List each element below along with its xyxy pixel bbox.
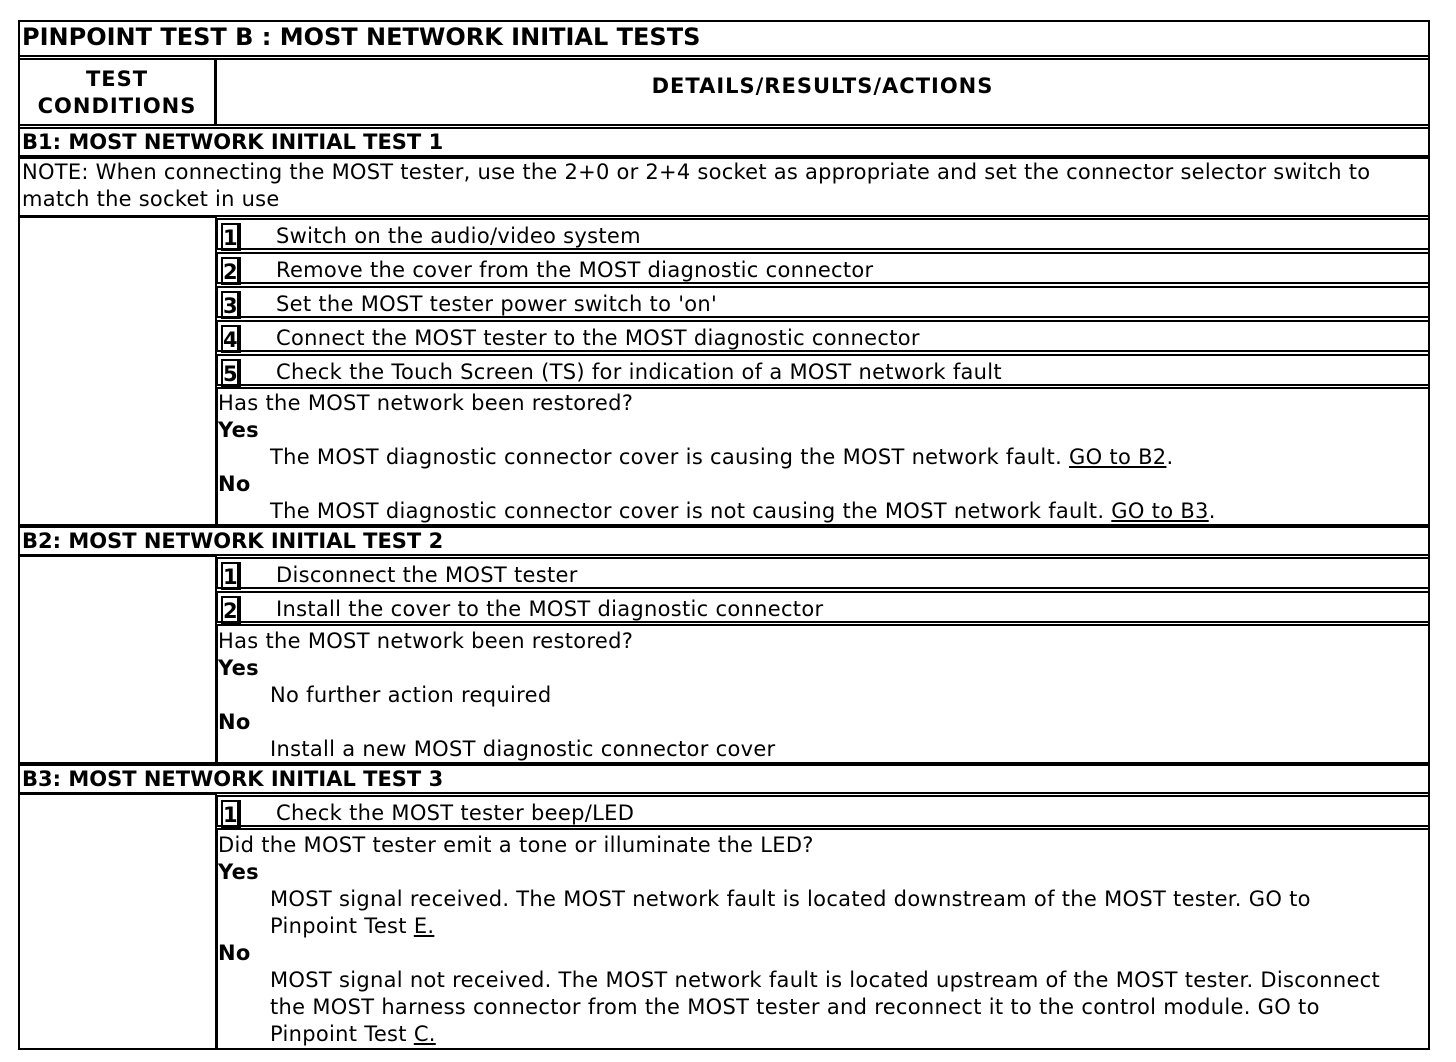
step-text: Disconnect the MOST tester — [276, 563, 578, 587]
b2-yes-text: No further action required — [270, 683, 552, 707]
b1-no-text — [218, 498, 1428, 525]
header-test-conditions — [18, 58, 216, 126]
b1-yes-text — [218, 444, 1428, 471]
b3-no-label: No — [218, 941, 251, 965]
b2-step — [216, 557, 1430, 589]
b1-go-to-b3-link[interactable]: GO to B3 — [1111, 499, 1209, 523]
step-text: Check the Touch Screen (TS) for indication of a MOST network fault — [276, 360, 1002, 384]
step-number: 2 — [221, 596, 241, 624]
b1-conditions-cell — [18, 216, 217, 526]
step-number: 1 — [221, 223, 241, 251]
step-text: Connect the MOST tester to the MOST diagnostic connector — [276, 326, 920, 350]
b3-no-line3-text: Pinpoint Test — [270, 1022, 414, 1046]
header-test-conditions-line2: CONDITIONS — [37, 94, 197, 118]
step-number: 2 — [221, 257, 241, 285]
b2-result — [216, 624, 1430, 764]
b2-step — [216, 591, 1430, 623]
section-heading-b3: B3: MOST NETWORK INITIAL TEST 3 — [18, 764, 1430, 794]
b1-no-tail: . — [1208, 499, 1216, 523]
b1-question: Has the MOST network been restored? — [218, 391, 634, 415]
header-details-label: DETAILS/RESULTS/ACTIONS — [651, 74, 994, 98]
b3-question: Did the MOST tester emit a tone or illuminate the LED? — [218, 833, 814, 857]
step-text: Switch on the audio/video system — [276, 224, 641, 248]
step-text: Check the MOST tester beep/LED — [276, 801, 635, 825]
b3-yes-label: Yes — [218, 860, 259, 884]
pinpoint-test-c-link[interactable]: C. — [413, 1022, 436, 1046]
page-title: PINPOINT TEST B : MOST NETWORK INITIAL TESTS — [18, 20, 1430, 57]
b3-no-line2: the MOST harness connector from the MOST tester and reconnect it to the control module. GO to — [270, 995, 1320, 1019]
b1-step — [216, 252, 1430, 284]
b3-no-line1: MOST signal not received. The MOST network fault is located upstream of the MOST tester. Disconnect — [270, 968, 1381, 992]
step-number: 1 — [221, 800, 241, 828]
step-text: Set the MOST tester power switch to 'on' — [276, 292, 718, 316]
b2-conditions-cell — [18, 555, 217, 764]
b3-result — [216, 828, 1430, 1050]
b1-yes-label: Yes — [218, 418, 259, 442]
b1-note — [18, 157, 1430, 217]
b3-step — [216, 795, 1430, 827]
b1-go-to-b2-link[interactable]: GO to B2 — [1069, 445, 1167, 469]
section-heading-b1: B1: MOST NETWORK INITIAL TEST 1 — [18, 127, 1430, 157]
b1-yes-tail: . — [1166, 445, 1174, 469]
step-number: 1 — [221, 562, 241, 590]
b1-yes-desc: The MOST diagnostic connector cover is causing the MOST network fault. — [270, 445, 1070, 469]
step-number: 4 — [221, 325, 241, 353]
b3-yes-line2 — [218, 913, 1428, 940]
b1-note-line1: NOTE: When connecting the MOST tester, use the 2+0 or 2+4 socket as appropriate and set the connector selector switch to — [22, 160, 1371, 184]
b1-note-line2: match the socket in use — [22, 187, 280, 211]
step-number: 3 — [221, 291, 241, 319]
b2-no-label: No — [218, 710, 251, 734]
b3-no-line3 — [218, 1021, 1428, 1048]
header-details — [215, 58, 1430, 126]
b1-no-label: No — [218, 472, 251, 496]
b1-step — [216, 320, 1430, 352]
pinpoint-test-table — [18, 20, 1430, 1050]
step-text: Install the cover to the MOST diagnostic connector — [276, 597, 824, 621]
b1-result — [216, 387, 1430, 526]
b2-question: Has the MOST network been restored? — [218, 629, 634, 653]
step-text: Remove the cover from the MOST diagnostic connector — [276, 258, 874, 282]
b3-conditions-cell — [18, 793, 217, 1050]
b3-yes-line1: MOST signal received. The MOST network fault is located downstream of the MOST tester. GO to — [270, 887, 1311, 911]
b1-step — [216, 354, 1430, 386]
step-number: 5 — [221, 359, 241, 387]
b1-step — [216, 286, 1430, 318]
header-test-conditions-line1: TEST — [85, 67, 149, 91]
b2-yes-label: Yes — [218, 656, 259, 680]
section-heading-b2: B2: MOST NETWORK INITIAL TEST 2 — [18, 526, 1430, 556]
b1-step — [216, 218, 1430, 250]
b2-no-text: Install a new MOST diagnostic connector cover — [270, 737, 776, 761]
b3-yes-line2-text: Pinpoint Test — [270, 914, 414, 938]
pinpoint-test-e-link[interactable]: E. — [413, 914, 435, 938]
b1-no-desc: The MOST diagnostic connector cover is not causing the MOST network fault. — [270, 499, 1112, 523]
